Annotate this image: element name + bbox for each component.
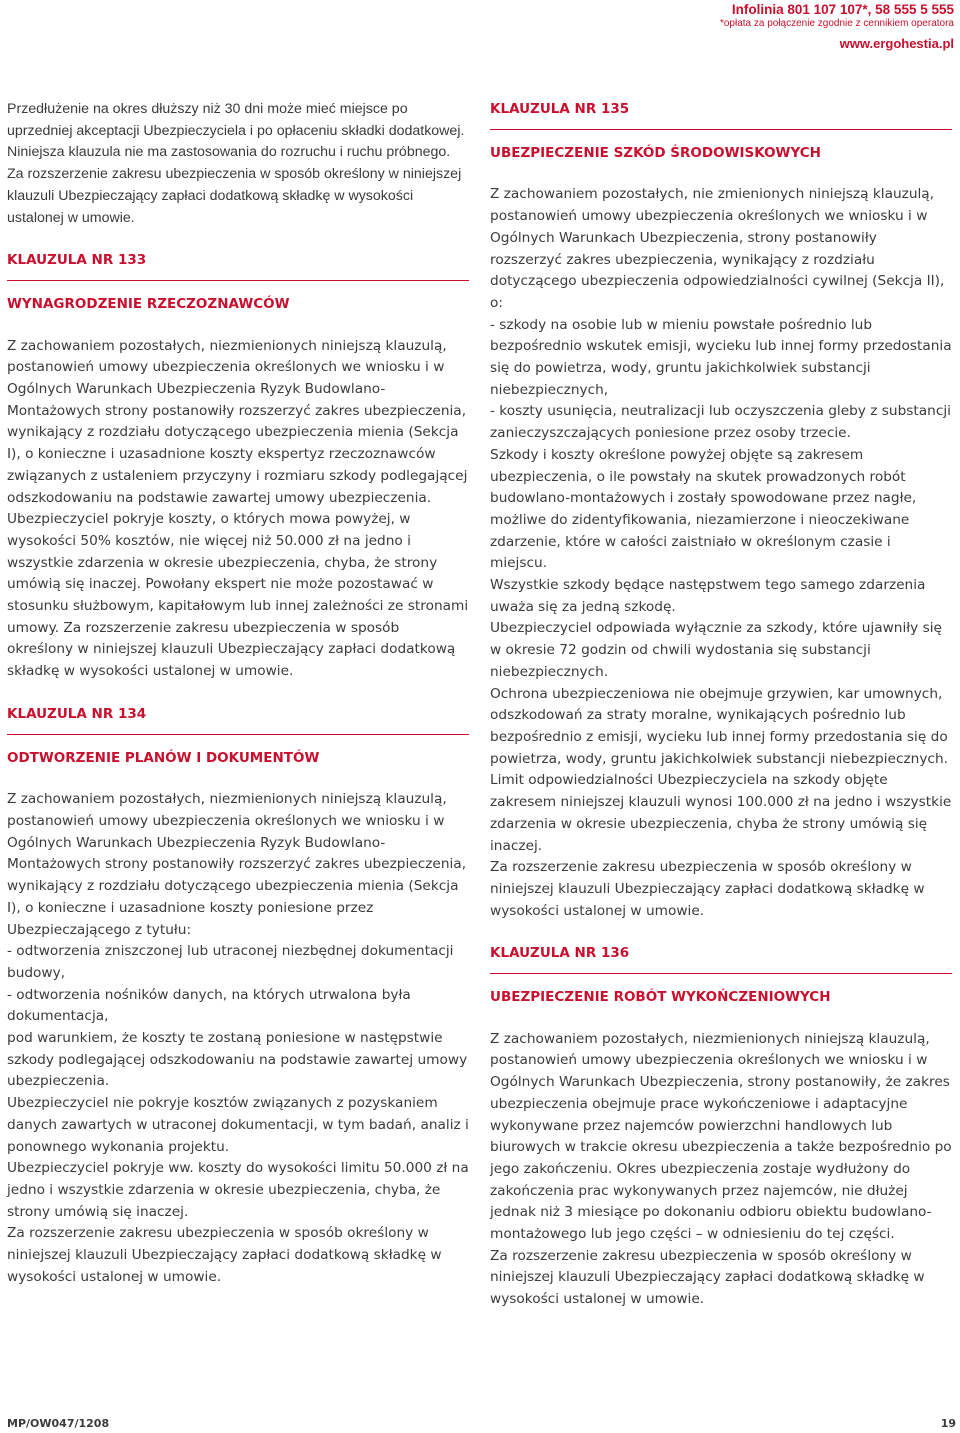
intro-paragraph: Za rozszerzenie zakresu ubezpieczenia w sposób określony w niniejszej klauzuli Ubezpieczający zapłaci dodatkową składkę w wysokości ustalonej w umowie. xyxy=(7,166,462,226)
clause-134-paragraph: pod warunkiem, że koszty te zostaną poniesione w następstwie szkody podlegającej odszkodowaniu na podstawie zawartej umowy ubezpieczenia. xyxy=(7,1030,468,1090)
clause-135-paragraph: Wszystkie szkody będące następstwem tego samego zdarzenia uważa się za jedną szkodę. xyxy=(490,577,926,615)
clause-135-list-item: - szkody na osobie lub w mieniu powstałe pośrednio lub bezpośrednio wskutek emisji, wycieku lub innej formy przedostania się do powietrza, wody, gruntu jakichkolwiek substancji niebezpiecznych, xyxy=(490,316,952,398)
clause-136-title: KLAUZULA NR 136 xyxy=(490,943,952,974)
clause-135-paragraph: Szkody i koszty określone powyżej objęte są zakresem ubezpieczenia, o ile powstały na skutek prowadzonych robót budowlano-montażowych i zostały spowodowane przez nagłe, możliwe do zidentyfikowania, niezamierzone i nieoczekiwane zdarzenie, które w całości zaistniało w określonym czasie i miejscu. xyxy=(490,446,917,572)
clause-134-title: KLAUZULA NR 134 xyxy=(7,704,469,735)
page-header xyxy=(720,0,954,52)
clause-135-paragraph: Ubezpieczyciel odpowiada wyłącznie za szkody, które ujawniły się w okresie 72 godzin od chwili wydostania się substancji niebezpiecznych. xyxy=(490,620,942,680)
clause-135-title: KLAUZULA NR 135 xyxy=(490,99,952,130)
clause-134-paragraph: Z zachowaniem pozostałych, niezmienionych niniejszą klauzulą, postanowień umowy ubezpieczenia określonych we wniosku i w Ogólnych Warunkach Ubezpieczenia Ryzyk Budowlano-Montażowych strony postanowiły rozszerzyć zakres ubezpieczenia, wynikający z rozdziału dotyczącego ubezpieczenia mienia (Sekcja I), o konieczne i uzasadnione koszty poniesione przez Ubezpieczającego z tytułu: xyxy=(7,791,467,938)
clause-133-paragraph: Z zachowaniem pozostałych, niezmienionych niniejszą klauzulą, postanowień umowy ubezpieczenia określonych we wniosku i w Ogólnych Warunkach Ubezpieczenia Ryzyk Budowlano-Montażowych strony postanowiły rozszerzyć zakres ubezpieczenia, wynikający z rozdziału dotyczącego ubezpieczenia mienia (Sekcja I), o konieczne i uzasadnione koszty ekspertyz rzeczoznawców związanych z ustaleniem przyczyny i rozmiaru szkody podlegającej odszkodowaniu na podstawie zawartej umowy ubezpieczenia. xyxy=(7,337,468,506)
document-code: MP/OW047/1208 xyxy=(7,1417,110,1430)
intro-paragraph: Niniejsza klauzula nie ma zastosowania do rozruchu i ruchu próbnego. xyxy=(7,144,451,161)
clause-135-paragraph: Za rozszerzenie zakresu ubezpieczenia w sposób określony w niniejszej klauzuli Ubezpieczający zapłaci dodatkową składkę w wysokości ustalonej w umowie. xyxy=(490,859,925,919)
clause-135-paragraph: Ochrona ubezpieczeniowa nie obejmuje grzywien, kar umownych, odszkodowań za straty moralne, wynikających pośrednio lub bezpośrednio z emisji, wycieku lub innej formy przedostania się do powietrza, wody, gruntu jakichkolwiek substancji niebezpiecznych. xyxy=(490,685,948,767)
clause-135-paragraph: Z zachowaniem pozostałych, nie zmienionych niniejszą klauzulą, postanowień umowy ubezpieczenia określonych we wniosku i w Ogólnych Warunkach Ubezpieczenia, strony postanowiły rozszerzyć zakres ubezpieczenia, wynikający z rozdziału dotyczącego ubezpieczenia odpowiedzialności cywilnej (Sekcja II), o: xyxy=(490,186,945,311)
intro-paragraph: Przedłużenie na okres dłuższy niż 30 dni może mieć miejsce po uprzedniej akceptacji Ubezpieczyciela i po opłaceniu składki dodatkowej. xyxy=(7,101,465,139)
clause-134-paragraph: Ubezpieczyciel pokryje ww. koszty do wysokości limitu 50.000 zł na jedno i wszystkie zdarzenia w okresie ubezpieczenia, chyba, że strony umówią się inaczej. xyxy=(7,1160,469,1220)
call-fee-note: *opłata za połączenie zgodnie z cennikiem operatora xyxy=(719,18,954,29)
clause-136-paragraph: Za rozszerzenie zakresu ubezpieczenia w sposób określony w niniejszej klauzuli Ubezpieczający zapłaci dodatkową składkę w wysokości ustalonej w umowie. xyxy=(490,1247,925,1308)
hotline-phone: Infolinia 801 107 107*, 58 555 5 555 xyxy=(731,2,954,17)
left-column xyxy=(7,99,469,1288)
right-column xyxy=(490,99,952,1311)
clause-134-list-item: - odtworzenia zniszczonej lub utraconej niezbędnej dokumentacji budowy, xyxy=(7,943,454,981)
clause-136-paragraph: Z zachowaniem pozostałych, niezmienionych niniejszą klauzulą, postanowień umowy ubezpieczenia określonych we wniosku i w Ogólnych Warunkach Ubezpieczenia, strony postanowiły, że zakres ubezpieczenia obejmuje prace wykończeniowe i adaptacyjne wykonywane przez najemców powierzchni handlowych lub biurowych w trakcie okresu ubezpieczenia a także bezpośrednio po jego zakończeniu. Okres ubezpieczenia zostaje wydłużony do zakończenia prac wykonywanych przez najemców, nie dłużej jednak niż 3 miesiące po dokonaniu odbioru obiektu budowlano-montażowego lub jego części – w odniesieniu do tej części. xyxy=(490,1030,952,1243)
clause-135-subtitle: UBEZPIECZENIE SZKÓD ŚRODOWISKOWYCH xyxy=(490,144,821,161)
clause-135-list-item: - koszty usunięcia, neutralizacji lub oczyszczenia gleby z substancji zanieczyszczających poniesione przez osoby trzecie. xyxy=(490,403,951,442)
page-number: 19 xyxy=(940,1417,956,1430)
clause-133-title: KLAUZULA NR 133 xyxy=(7,250,469,281)
clause-136-subtitle: UBEZPIECZENIE ROBÓT WYKOŃCZENIOWYCH xyxy=(490,989,831,1006)
clause-133-subtitle: WYNAGRODZENIE RZECZOZNAWCÓW xyxy=(7,295,290,312)
clause-133-paragraph: Ubezpieczyciel pokryje koszty, o których mowa powyżej, w wysokości 50% kosztów, nie więcej niż 50.000 zł na jedno i wszystkie zdarzenia w okresie ubezpieczenia, chyba, że strony umówią się inaczej. Powołany ekspert nie może pozostawać w stosunku służbowym, kapitałowym lub innej zależności ze stronami umowy. Za rozszerzenie zakresu ubezpieczenia w sposób określony w niniejszej klauzuli Ubezpieczający zapłaci dodatkową składkę w wysokości ustalonej w umowie. xyxy=(7,511,469,680)
clause-134-subtitle: ODTWORZENIE PLANÓW I DOKUMENTÓW xyxy=(7,749,320,766)
clause-135-paragraph: Limit odpowiedzialności Ubezpieczyciela na szkody objęte zakresem niniejszej klauzuli wynosi 100.000 zł na jedno i wszystkie zdarzenia w okresie ubezpieczenia, chyba że strony umówią się inaczej. xyxy=(490,772,952,854)
clause-134-paragraph: Ubezpieczyciel nie pokryje kosztów związanych z pozyskaniem danych zawartych w utraconej dokumentacji, w tym badań, analiz i ponownego wykonania projektu. xyxy=(7,1095,469,1155)
website-link[interactable]: www.ergohestia.pl xyxy=(839,36,954,51)
clause-134-list-item: - odtworzenia nośników danych, na których utrwalona była dokumentacja, xyxy=(7,986,411,1025)
clause-134-paragraph: Za rozszerzenie zakresu ubezpieczenia w sposób określony w niniejszej klauzuli Ubezpieczający zapłaci dodatkową składkę w wysokości ustalonej w umowie. xyxy=(7,1225,442,1285)
